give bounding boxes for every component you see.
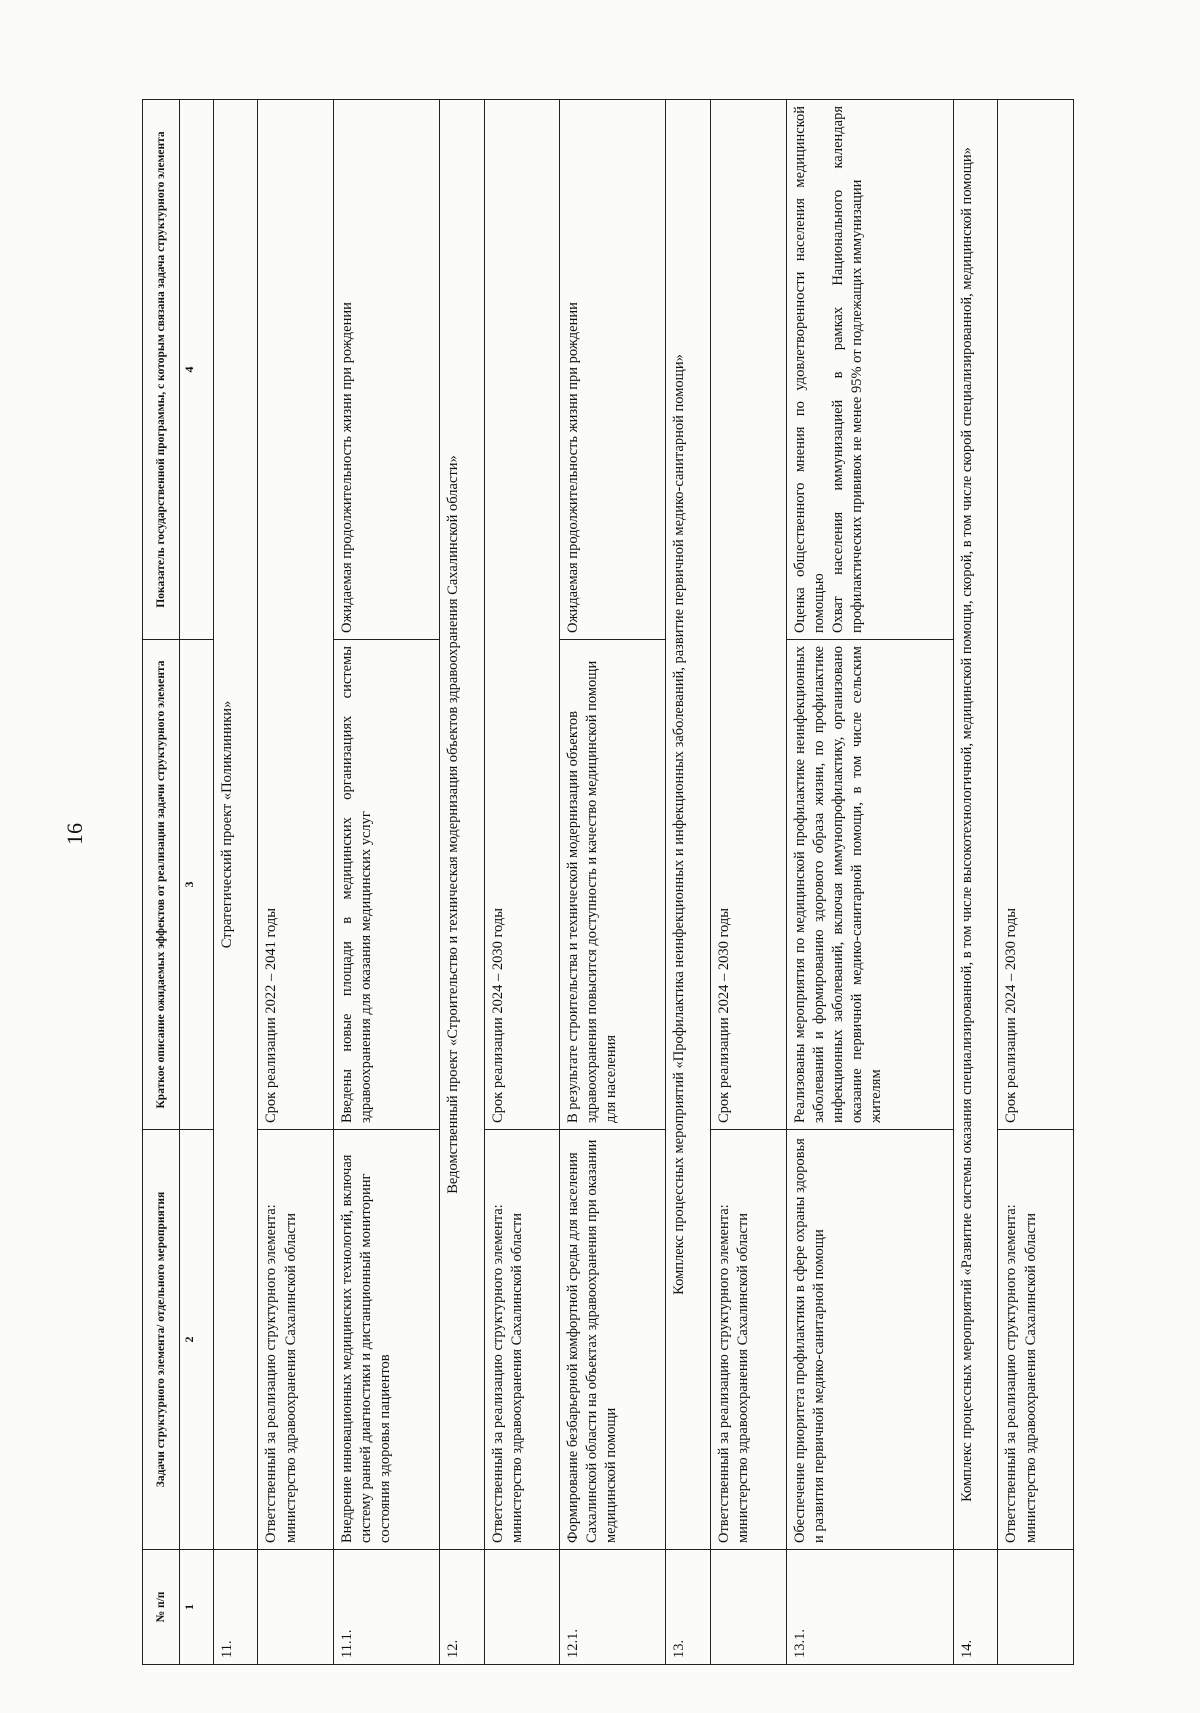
column-number-row	[180, 100, 213, 1665]
indicator-cell	[786, 100, 953, 640]
period-text: Срок реализации 2024 – 2030 годы	[711, 100, 786, 1130]
table-row	[786, 100, 953, 1665]
table-row	[666, 100, 711, 1665]
section-title: Ведомственный проект «Строительство и техническая модернизация объектов здравоохранения Сахалинской области»	[439, 100, 484, 1550]
effect-text: В результате строительства и технической модернизации объектов здравоохранения повысится доступность и качество медицинской помощи для населения	[560, 640, 666, 1130]
column-number: 3	[180, 640, 213, 1130]
responsible-text: Ответственный за реализацию структурного элемента: министерство здравоохранения Сахалинской области	[711, 1130, 786, 1550]
section-title: Комплекс процессных мероприятий «Профилактика неинфекционных и инфекционных заболеваний, развитие первичной медико-санитарной помощи»	[666, 100, 711, 1550]
program-table	[142, 99, 1074, 1665]
indicator-text: Оценка общественного мнения по удовлетворенности населения медицинской помощью	[791, 106, 827, 633]
indicator-text: Охват населения иммунизацией в рамках Национального календаря профилактических прививок не менее 95% от подлежащих иммунизации	[829, 106, 865, 633]
table-row	[953, 100, 998, 1665]
row-number: 11.	[213, 1550, 258, 1665]
row-number: 12.1.	[560, 1550, 666, 1665]
period-text: Срок реализации 2024 – 2030 годы	[484, 100, 559, 1130]
indicator-text: Ожидаемая продолжительность жизни при рождении	[333, 100, 439, 640]
table-row	[213, 100, 258, 1665]
column-number: 2	[180, 1130, 213, 1550]
period-text: Срок реализации 2024 – 2030 годы	[998, 100, 1074, 1130]
period-text: Срок реализации 2022 – 2041 годы	[258, 100, 333, 1130]
rotated-table-container	[142, 100, 1074, 1665]
column-number: 1	[180, 1550, 213, 1665]
table-header-row	[143, 100, 180, 1665]
effect-text: Реализованы мероприятия по медицинской профилактике неинфекционных заболеваний и формированию здорового образа жизни, по профилактике инфекционных заболеваний, включая иммунопрофилактику, организовано оказание первичной медико-санитарной помощи, в том числе сельским жителям	[786, 640, 953, 1130]
task-text: Обеспечение приоритета профилактики в сфере охраны здоровья и развития первичной медико-санитарной помощи	[786, 1130, 953, 1550]
header-number: № п/п	[143, 1550, 180, 1665]
row-number: 12.	[439, 1550, 484, 1665]
task-text: Формирование безбарьерной комфортной среды для населения Сахалинской области на объектах здравоохранения при оказании медицинской помощи	[560, 1130, 666, 1550]
task-text: Внедрение инновационных медицинских технологий, включая систему ранней диагностики и дистанционный мониторинг состояния здоровья пациентов	[333, 1130, 439, 1550]
page-number: 16	[62, 823, 87, 845]
table-row	[560, 100, 666, 1665]
section-title: Стратегический проект «Поликлиники»	[213, 100, 258, 1550]
table-row	[439, 100, 484, 1665]
empty-cell	[258, 1550, 333, 1665]
header-indicator: Показатель государственной программы, с которым связана задача структурного элемента	[143, 100, 180, 640]
table-row	[998, 100, 1074, 1665]
table-row	[484, 100, 559, 1665]
section-title: Комплекс процессных мероприятий «Развитие системы оказания специализированной, в том числе высокотехнологичной, медицинской помощи, скорой, в том числе скорой специализированной, медицинской помощи»	[953, 100, 998, 1550]
empty-cell	[711, 1550, 786, 1665]
effect-text: Введены новые площади в медицинских организациях системы здравоохранения для оказания медицинских услуг	[333, 640, 439, 1130]
row-number: 14.	[953, 1550, 998, 1665]
row-number: 11.1.	[333, 1550, 439, 1665]
empty-cell	[998, 1550, 1074, 1665]
responsible-text: Ответственный за реализацию структурного элемента: министерство здравоохранения Сахалинской области	[484, 1130, 559, 1550]
table-row	[333, 100, 439, 1665]
empty-cell	[484, 1550, 559, 1665]
indicator-text: Ожидаемая продолжительность жизни при рождении	[560, 100, 666, 640]
row-number: 13.	[666, 1550, 711, 1665]
table-row	[258, 100, 333, 1665]
column-number: 4	[180, 100, 213, 640]
responsible-text: Ответственный за реализацию структурного элемента: министерство здравоохранения Сахалинской области	[998, 1130, 1074, 1550]
row-number: 13.1.	[786, 1550, 953, 1665]
responsible-text: Ответственный за реализацию структурного элемента: министерство здравоохранения Сахалинской области	[258, 1130, 333, 1550]
header-task: Задачи структурного элемента/ отдельного мероприятия	[143, 1130, 180, 1550]
table-row	[711, 100, 786, 1665]
header-effect: Краткое описание ожидаемых эффектов от реализации задачи структурного элемента	[143, 640, 180, 1130]
